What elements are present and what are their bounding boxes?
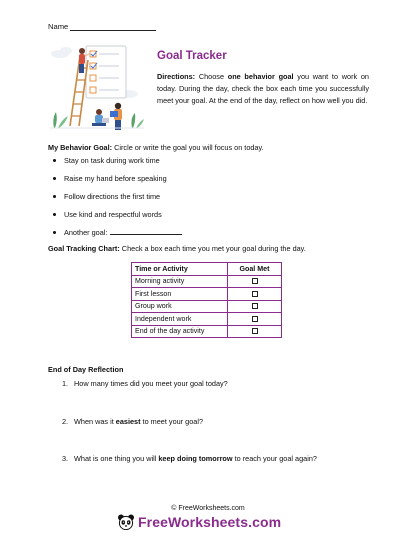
question-text: When was it bbox=[74, 417, 116, 426]
reflection-questions bbox=[62, 379, 317, 463]
table-row bbox=[132, 288, 282, 301]
goal-met-checkbox[interactable] bbox=[252, 328, 258, 334]
question-emphasis: easiest bbox=[115, 417, 141, 426]
reflection-question bbox=[62, 454, 317, 463]
behavior-goal-label: My Behavior Goal: bbox=[48, 143, 113, 152]
another-goal-blank-line bbox=[110, 228, 182, 235]
goal-option-label: Use kind and respectful words bbox=[64, 210, 162, 219]
goal-option bbox=[64, 210, 182, 228]
question-text-end: to reach your goal again? bbox=[232, 454, 317, 463]
tracking-chart-text: Check a box each time you met your goal during the day. bbox=[119, 244, 306, 253]
freeworksheets-logo bbox=[117, 514, 281, 530]
question-number: 3. bbox=[62, 454, 69, 463]
copyright-url: © FreeWorksheets.com bbox=[171, 505, 245, 512]
goal-met-checkbox[interactable] bbox=[252, 278, 258, 284]
table-row bbox=[132, 300, 282, 313]
goal-tracking-table bbox=[131, 262, 282, 338]
name-label: Name bbox=[48, 22, 69, 31]
behavior-goal-text: Circle or write the goal you will focus on today. bbox=[112, 143, 264, 152]
table-row bbox=[132, 325, 282, 338]
column-header-goal-met: Goal Met bbox=[228, 263, 282, 276]
goal-met-cell bbox=[228, 313, 282, 326]
name-blank-line bbox=[70, 24, 156, 31]
activity-cell: Morning activity bbox=[132, 275, 228, 288]
question-number: 1. bbox=[62, 379, 69, 388]
activity-cell: Group work bbox=[132, 300, 228, 313]
tracking-chart-instruction bbox=[48, 244, 306, 253]
goal-met-cell bbox=[228, 288, 282, 301]
behavior-goal-instruction bbox=[48, 143, 264, 152]
behavior-goal-list bbox=[64, 156, 182, 246]
goal-met-cell bbox=[228, 300, 282, 313]
table-row bbox=[132, 275, 282, 288]
table-row bbox=[132, 313, 282, 326]
directions-part1: Choose bbox=[195, 72, 228, 81]
column-header-activity: Time or Activity bbox=[132, 263, 228, 276]
goal-option-label: Follow directions the first time bbox=[64, 192, 161, 201]
question-number: 2. bbox=[62, 417, 69, 426]
goal-option-label: Another goal: bbox=[64, 228, 108, 237]
goal-met-checkbox[interactable] bbox=[252, 291, 258, 297]
activity-cell: End of the day activity bbox=[132, 325, 228, 338]
worksheet-title: Goal Tracker bbox=[157, 50, 227, 62]
goal-met-checkbox[interactable] bbox=[252, 316, 258, 322]
directions-emphasis: one behavior goal bbox=[227, 72, 294, 81]
table-header-row bbox=[132, 263, 282, 276]
name-field bbox=[48, 22, 156, 31]
question-text: How many times did you meet your goal today? bbox=[74, 379, 228, 388]
reflection-question bbox=[62, 379, 317, 417]
question-text-end: to meet your goal? bbox=[140, 417, 203, 426]
goal-met-cell bbox=[228, 275, 282, 288]
logo-wordmark: FreeWorksheets.com bbox=[138, 514, 282, 530]
goal-option bbox=[64, 174, 182, 192]
question-text: What is one thing you will bbox=[74, 454, 159, 463]
directions-text bbox=[157, 71, 369, 107]
goal-option-label: Raise my hand before speaking bbox=[64, 174, 167, 183]
activity-cell: Independent work bbox=[132, 313, 228, 326]
reflection-question bbox=[62, 417, 317, 454]
goal-ladder-illustration bbox=[46, 38, 146, 132]
question-emphasis: keep doing tomorrow bbox=[158, 454, 233, 463]
goal-option bbox=[64, 156, 182, 174]
panda-icon bbox=[117, 514, 135, 530]
reflection-heading: End of Day Reflection bbox=[48, 365, 124, 374]
tracking-chart-label: Goal Tracking Chart: bbox=[48, 244, 120, 253]
directions-part2: you want to work on today. During the day, check the box each time you successfully meet your goal. At the end of the day, reflect on how well you did. bbox=[157, 72, 369, 105]
activity-cell: First lesson bbox=[132, 288, 228, 301]
directions-label: Directions: bbox=[157, 72, 196, 81]
goal-met-checkbox[interactable] bbox=[252, 303, 258, 309]
goal-option bbox=[64, 192, 182, 210]
goal-met-cell bbox=[228, 325, 282, 338]
goal-option-label: Stay on task during work time bbox=[64, 156, 160, 165]
